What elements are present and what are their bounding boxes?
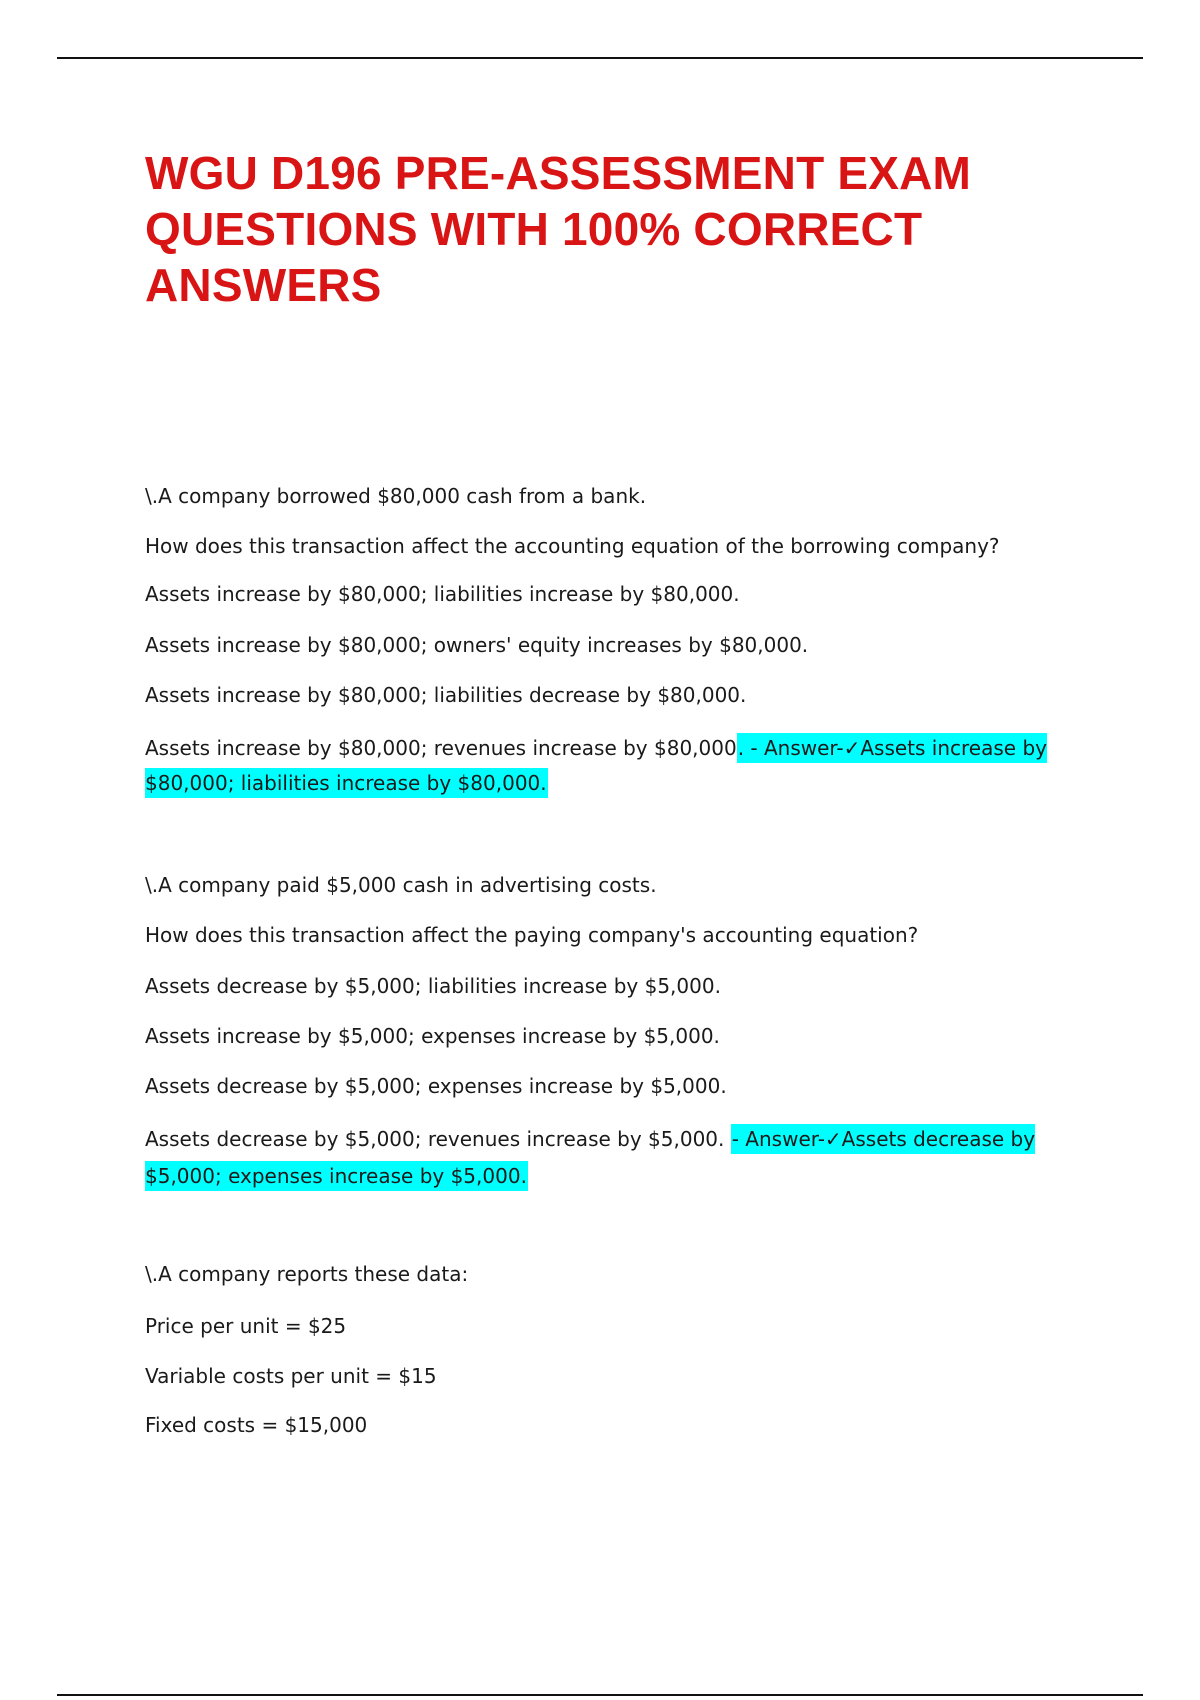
question-2-text: How does this transaction affect the paying company's accounting equation? <box>145 923 919 947</box>
question-2-prompt: \.A company paid $5,000 cash in advertising costs. <box>145 873 657 897</box>
question-1-option-2: Assets increase by $80,000; owners' equity increases by $80,000. <box>145 633 809 657</box>
question-1-option-4: Assets increase by $80,000; revenues increase by $80,000 <box>145 736 737 760</box>
question-1-option-4-with-answer <box>145 731 1105 801</box>
question-2-option-2: Assets increase by $5,000; expenses increase by $5,000. <box>145 1024 720 1048</box>
footer-rule <box>57 1694 1143 1696</box>
question-2-option-4-with-answer <box>145 1121 1105 1195</box>
question-3-data-line-1: Price per unit = $25 <box>145 1314 347 1338</box>
question-2-option-1: Assets decrease by $5,000; liabilities increase by $5,000. <box>145 974 721 998</box>
question-2-option-4: Assets decrease by $5,000; revenues increase by $5,000. <box>145 1127 731 1151</box>
question-1-prompt: \.A company borrowed $80,000 cash from a bank. <box>145 484 647 508</box>
question-2-option-3: Assets decrease by $5,000; expenses increase by $5,000. <box>145 1074 727 1098</box>
header-rule <box>57 57 1143 59</box>
question-1-option-1: Assets increase by $80,000; liabilities increase by $80,000. <box>145 582 740 606</box>
question-3-prompt: \.A company reports these data: <box>145 1262 469 1286</box>
document-title: WGU D196 PRE-ASSESSMENT EXAM QUESTIONS WITH 100% CORRECT ANSWERS <box>145 147 972 311</box>
question-1-text: How does this transaction affect the accounting equation of the borrowing company? <box>145 534 1000 558</box>
question-1-option-3: Assets increase by $80,000; liabilities decrease by $80,000. <box>145 683 747 707</box>
question-1-answer: . - Answer-✓Assets increase by $80,000; liabilities increase by $80,000. <box>145 733 1047 798</box>
question-3-data-line-2: Variable costs per unit = $15 <box>145 1364 437 1388</box>
question-3-data-line-3: Fixed costs = $15,000 <box>145 1413 368 1437</box>
question-2-answer: - Answer-✓Assets decrease by $5,000; expenses increase by $5,000. <box>145 1124 1035 1191</box>
